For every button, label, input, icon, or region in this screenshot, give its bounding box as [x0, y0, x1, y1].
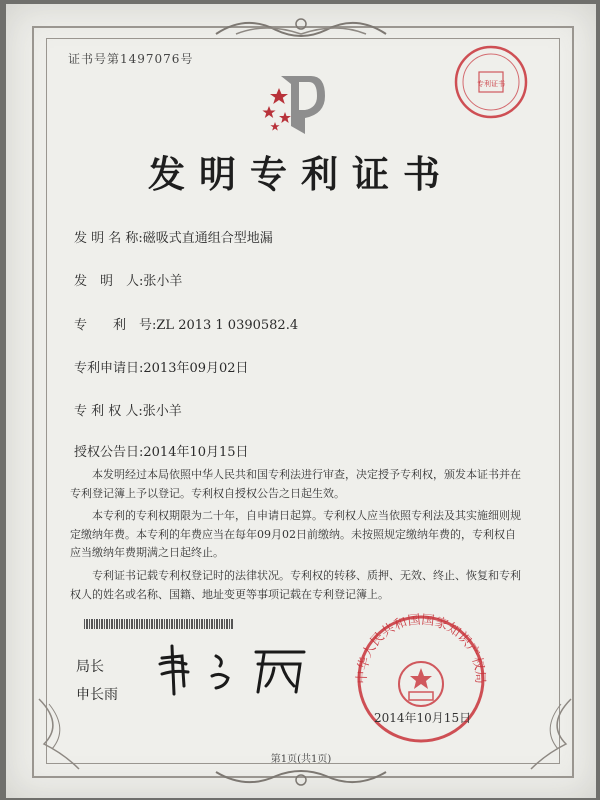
barcode	[84, 619, 234, 629]
field-invention-name	[74, 227, 273, 246]
field-label: 授权公告日:	[74, 445, 144, 460]
field-value: 2013年09月02日	[143, 361, 249, 376]
field-label: 发 明 名 称:	[74, 231, 143, 246]
small-red-seal	[451, 42, 531, 122]
field-application-date	[74, 357, 249, 376]
paragraph-registration: 专利证书记载专利权登记时的法律状况。专利权的转移、质押、无效、终止、恢复和专利权人的姓名或名称、国籍、地址变更等事项记载在专利登记簿上。	[70, 569, 521, 601]
signer-name: 申长雨	[76, 687, 118, 703]
field-value: 张小羊	[142, 404, 182, 419]
signer-role: 局长	[76, 659, 104, 675]
field-value: ZL 2013 1 0390582.4	[156, 318, 299, 333]
paragraph-grant: 本发明经过本局依照中华人民共和国专利法进行审查，决定授予专利权，颁发本证书并在专利登记簿上予以登记。专利权自授权公告之日起生效。	[70, 468, 521, 500]
field-value: 张小羊	[143, 274, 183, 289]
top-ornament	[206, 12, 396, 42]
field-label: 专利申请日:	[74, 361, 144, 376]
document-title: 发明专利证书	[148, 152, 454, 196]
field-patent-number	[74, 314, 298, 333]
field-value: 磁吸式直通组合型地漏	[142, 231, 273, 246]
stamp-date: 2014年10月15日	[374, 711, 472, 725]
field-value: 2014年10月15日	[143, 445, 249, 460]
field-label: 发 明 人:	[74, 274, 144, 289]
field-label: 专 利 权 人:	[74, 404, 143, 419]
small-seal-text: 专利证书	[477, 80, 505, 88]
stamp-text: 中华人民共和国国家知识产权局	[354, 612, 488, 685]
field-patentee	[74, 400, 182, 419]
field-inventor	[74, 270, 182, 289]
page-number: 第1页(共1页)	[270, 754, 332, 765]
certificate-number: 证书号第1497076号	[68, 52, 194, 66]
patent-office-logo	[261, 66, 331, 138]
paragraph-term: 本专利的专利权期限为二十年，自申请日起算。专利权人应当依照专利法及其实施细则规定缴纳年费。本专利的年费应当在每年09月02日前缴纳。未按照规定缴纳年费的，专利权自应当缴纳年费期满之日起终止。	[70, 509, 521, 559]
bottom-ornament	[206, 766, 396, 792]
field-grant-date	[74, 441, 249, 460]
handwritten-signature	[154, 642, 314, 698]
field-label: 专 利 号:	[74, 318, 157, 333]
certificate-paper	[6, 4, 596, 798]
